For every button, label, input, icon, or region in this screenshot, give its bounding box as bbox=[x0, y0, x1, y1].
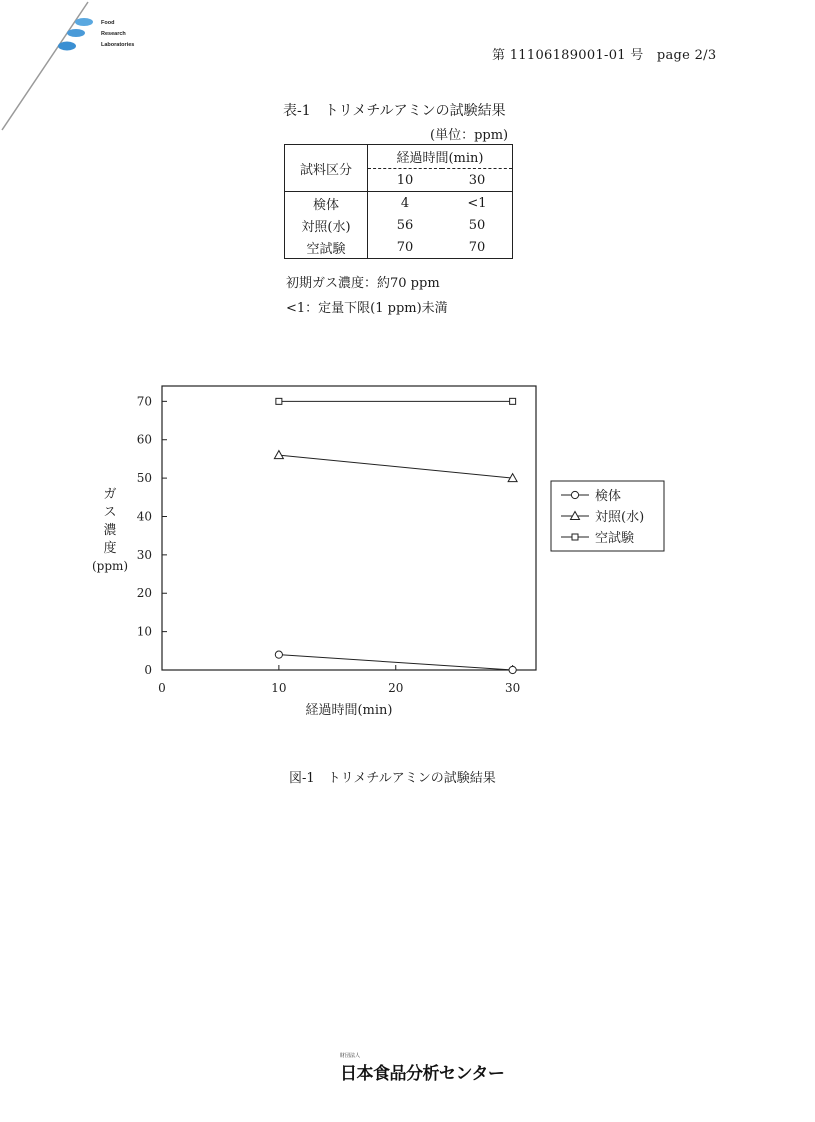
logo-text-line1: Food bbox=[101, 20, 115, 26]
table-cell: 70 bbox=[368, 236, 443, 259]
figure-caption: 図-1 トリメチルアミンの試験結果 bbox=[289, 771, 496, 786]
y-tick-label: 40 bbox=[136, 509, 152, 524]
y-tick-label: 30 bbox=[136, 547, 152, 562]
table-title: 表-1 トリメチルアミンの試験結果 bbox=[283, 103, 506, 119]
lab-logo-mark-icon bbox=[54, 16, 100, 56]
footer-organization bbox=[340, 1052, 504, 1084]
y-axis-label-char: 濃 bbox=[103, 523, 117, 538]
data-point-square bbox=[510, 398, 516, 404]
y-tick-label: 60 bbox=[136, 432, 152, 447]
table-row bbox=[285, 214, 513, 236]
table-cell: <1 bbox=[467, 195, 487, 211]
row-label: 検体 bbox=[285, 192, 368, 215]
lab-logo bbox=[54, 16, 164, 56]
column-header: 10 bbox=[368, 169, 443, 192]
table-cell: 56 bbox=[368, 214, 443, 236]
footer-org-prefix: 財団法人 bbox=[340, 1053, 361, 1059]
table-row bbox=[285, 192, 513, 215]
legend-label: 検体 bbox=[595, 489, 622, 504]
row-label: 対照(水) bbox=[285, 214, 368, 236]
table-row bbox=[285, 236, 513, 259]
x-tick-label: 30 bbox=[504, 681, 521, 695]
initial-gas-note: 初期ガス濃度：約70 ppm bbox=[286, 276, 440, 291]
x-tick-label: 0 bbox=[158, 681, 166, 695]
logo-text-line3: Laboratories bbox=[101, 42, 135, 48]
y-tick-label: 20 bbox=[136, 586, 152, 601]
table-cell: 50 bbox=[468, 217, 486, 233]
x-axis-label: 経過時間(min) bbox=[305, 703, 393, 718]
legend-marker-square bbox=[572, 534, 578, 540]
document-number: 第 11106189001-01 号 page 2/3 bbox=[492, 48, 717, 63]
column-header: 30 bbox=[442, 169, 513, 192]
y-axis-label-unit: (ppm) bbox=[91, 559, 129, 573]
footer-org-name: 日本食品分析センター bbox=[340, 1064, 505, 1084]
y-axis-label-char: ス bbox=[103, 505, 117, 520]
detection-limit-note: <1：定量下限(1 ppm)未満 bbox=[286, 301, 448, 316]
y-tick-label: 0 bbox=[144, 663, 152, 677]
table-cell: 4 bbox=[368, 192, 443, 215]
line-chart bbox=[91, 378, 696, 723]
plot-frame bbox=[162, 386, 536, 670]
result-table bbox=[284, 144, 513, 259]
legend-marker-circle bbox=[571, 491, 578, 498]
data-point-circle bbox=[509, 666, 516, 673]
data-point-triangle bbox=[274, 451, 283, 459]
table-cell: 70 bbox=[468, 239, 486, 255]
legend-label: 対照(水) bbox=[595, 510, 645, 525]
legend-label: 空試験 bbox=[595, 531, 635, 546]
y-tick-label: 10 bbox=[136, 624, 152, 639]
x-tick-label: 20 bbox=[388, 681, 404, 695]
data-point-square bbox=[276, 398, 282, 404]
y-axis-label-char: 度 bbox=[103, 541, 117, 556]
y-tick-label: 70 bbox=[136, 394, 152, 409]
logo-text-line2: Research bbox=[101, 31, 126, 37]
row-label: 空試験 bbox=[285, 236, 368, 259]
y-axis-label-char: ガ bbox=[103, 487, 117, 502]
x-tick-label: 10 bbox=[271, 681, 287, 695]
series-line bbox=[279, 455, 513, 478]
data-point-circle bbox=[275, 651, 282, 658]
y-tick-label: 50 bbox=[136, 471, 152, 486]
column-group-header: 経過時間(min) bbox=[368, 145, 513, 169]
table-unit: (単位：ppm) bbox=[430, 128, 509, 143]
row-header-cell: 試料区分 bbox=[285, 145, 368, 192]
